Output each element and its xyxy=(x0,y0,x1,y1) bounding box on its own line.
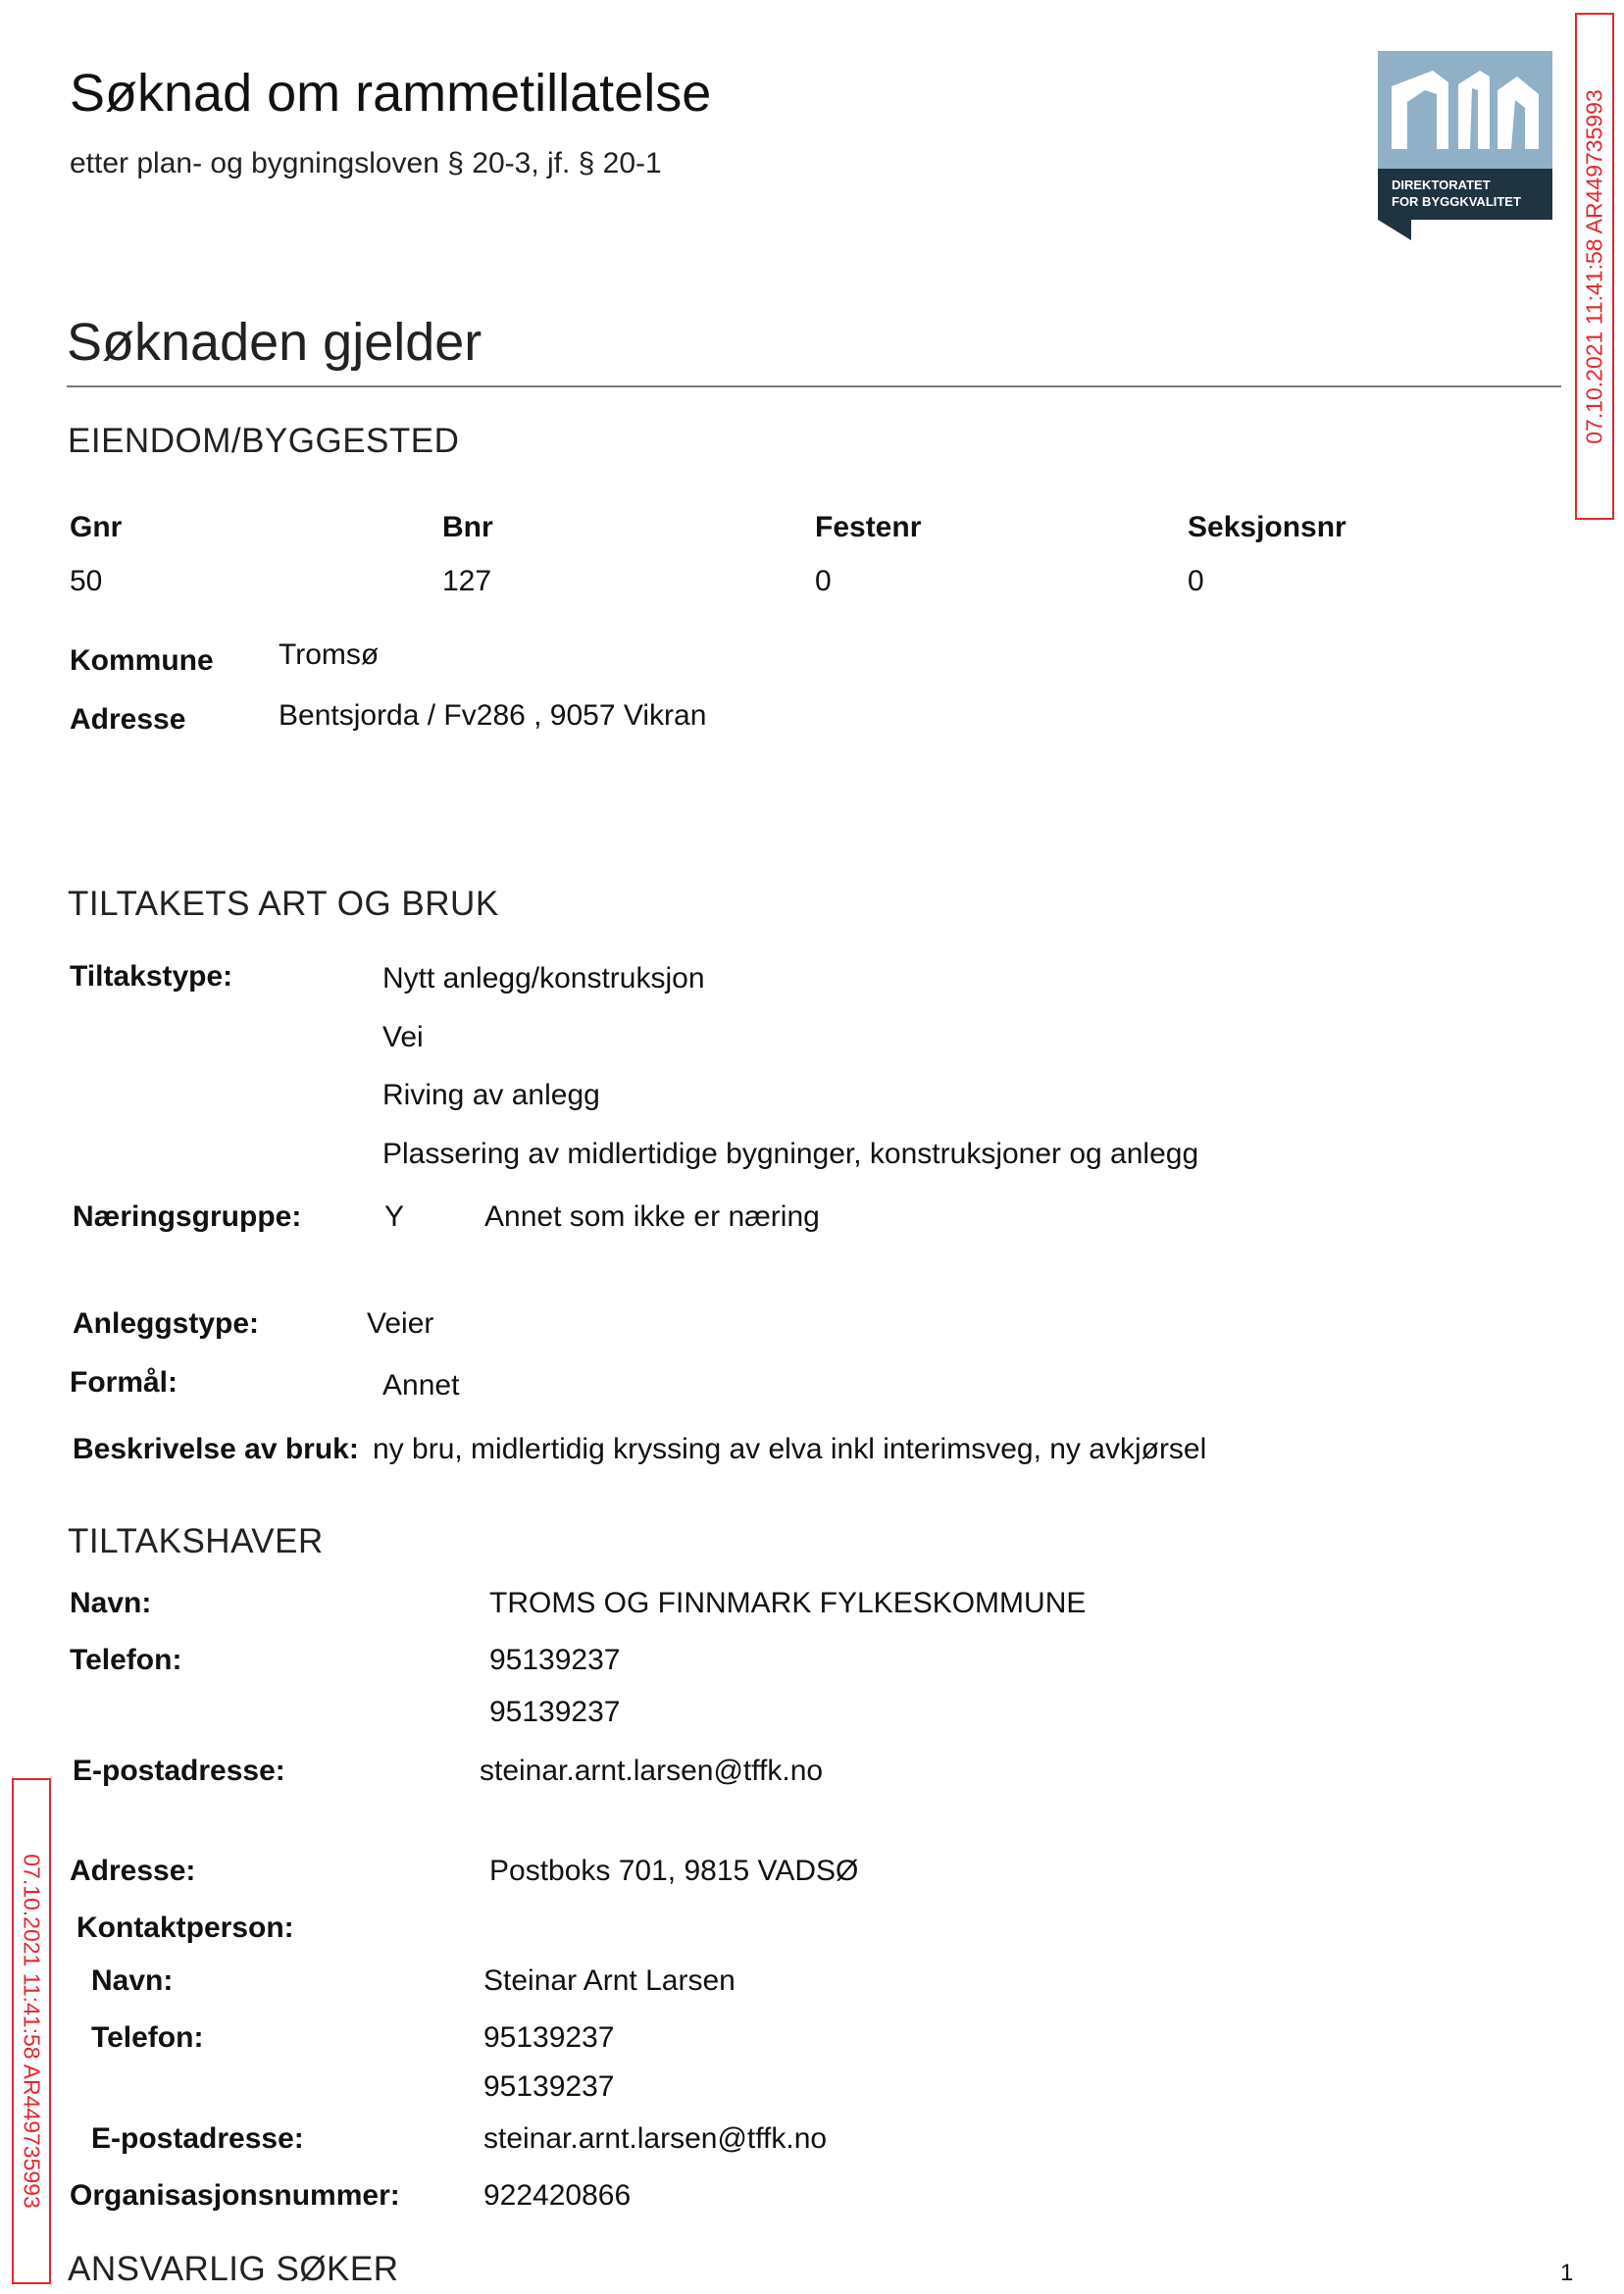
orgnr-value: 922420866 xyxy=(483,2179,632,2212)
archive-stamp-top xyxy=(1575,13,1614,520)
seksjonsnr-header: Seksjonsnr xyxy=(1188,511,1346,543)
anleggstype-value: Veier xyxy=(367,1307,434,1340)
tiltak-heading: TILTAKETS ART OG BRUK xyxy=(68,885,499,923)
archive-stamp-text: 07.10.2021 11:41:58 AR449735993 xyxy=(1581,88,1607,444)
beskrivelse-label: Beskrivelse av bruk: xyxy=(73,1433,359,1465)
kontakt-navn-label: Navn: xyxy=(91,1964,174,1997)
page-number: 1 xyxy=(1560,2260,1574,2286)
kontakt-epost-value: steinar.arnt.larsen@tffk.no xyxy=(483,2122,828,2155)
kommune-label: Kommune xyxy=(70,644,214,677)
tiltakstype-item: Riving av anlegg xyxy=(382,1079,600,1111)
kontakt-epost-label: E-postadresse: xyxy=(91,2122,304,2155)
kommune-value: Tromsø xyxy=(279,638,380,671)
tiltakshaver-adresse-label: Adresse: xyxy=(70,1855,196,1887)
anleggstype-label: Anleggstype: xyxy=(73,1307,260,1340)
adresse-label: Adresse xyxy=(70,703,186,736)
tiltakstype-label: Tiltakstype: xyxy=(70,960,233,993)
kontakt-telefon-label: Telefon: xyxy=(91,2021,204,2054)
section-heading: Søknaden gjelder xyxy=(67,313,482,372)
adresse-value: Bentsjorda / Fv286 , 9057 Vikran xyxy=(279,699,707,732)
eiendom-heading: EIENDOM/BYGGESTED xyxy=(68,422,460,460)
gnr-value: 50 xyxy=(70,565,103,597)
dibk-logo xyxy=(1378,51,1552,243)
section-divider xyxy=(67,385,1561,387)
beskrivelse-value: ny bru, midlertidig kryssing av elva inkl interimsveg, ny avkjørsel xyxy=(373,1433,1207,1465)
archive-stamp-text: 07.10.2021 11:41:58 AR449735993 xyxy=(19,1854,45,2209)
telefon-label: Telefon: xyxy=(70,1644,182,1676)
epost-value: steinar.arnt.larsen@tffk.no xyxy=(480,1755,824,1787)
telefon-value: 95139237 xyxy=(489,1696,621,1728)
kontakt-telefon-value: 95139237 xyxy=(483,2021,615,2054)
tiltakstype-item: Vei xyxy=(382,1021,424,1053)
gnr-header: Gnr xyxy=(70,511,123,543)
bnr-value: 127 xyxy=(442,565,492,597)
kontakt-telefon-value: 95139237 xyxy=(483,2070,615,2103)
tiltakshaver-heading: TILTAKSHAVER xyxy=(68,1522,324,1560)
telefon-value: 95139237 xyxy=(489,1644,621,1676)
navn-label: Navn: xyxy=(70,1587,152,1619)
ansvarlig-soker-heading: ANSVARLIG SØKER xyxy=(68,2250,399,2288)
tiltakstype-item: Plassering av midlertidige bygninger, konstruksjoner og anlegg xyxy=(382,1138,1199,1170)
formal-label: Formål: xyxy=(70,1366,178,1399)
formal-value: Annet xyxy=(382,1369,460,1402)
naeringsgruppe-label: Næringsgruppe: xyxy=(73,1200,302,1233)
naeringsgruppe-text: Annet som ikke er næring xyxy=(484,1200,820,1233)
tiltakshaver-adresse-value: Postboks 701, 9815 VADSØ xyxy=(489,1855,859,1887)
logo-text-line2: FOR BYGGKVALITET xyxy=(1392,194,1521,209)
document-title: Søknad om rammetillatelse xyxy=(70,64,712,123)
festenr-value: 0 xyxy=(815,565,832,597)
seksjonsnr-value: 0 xyxy=(1188,565,1204,597)
orgnr-label: Organisasjonsnummer: xyxy=(70,2179,400,2212)
tiltakstype-item: Nytt anlegg/konstruksjon xyxy=(382,962,705,994)
kontaktperson-label: Kontaktperson: xyxy=(76,1912,294,1944)
naeringsgruppe-code: Y xyxy=(384,1200,405,1233)
navn-value: TROMS OG FINNMARK FYLKESKOMMUNE xyxy=(489,1587,1087,1619)
epost-label: E-postadresse: xyxy=(73,1755,285,1787)
archive-stamp-side xyxy=(12,1778,51,2284)
festenr-header: Festenr xyxy=(815,511,922,543)
bnr-header: Bnr xyxy=(442,511,493,543)
document-subtitle: etter plan- og bygningsloven § 20-3, jf. § 20-1 xyxy=(70,147,662,179)
kontakt-navn-value: Steinar Arnt Larsen xyxy=(483,1964,736,1997)
logo-text-line1: DIREKTORATET xyxy=(1392,178,1491,192)
